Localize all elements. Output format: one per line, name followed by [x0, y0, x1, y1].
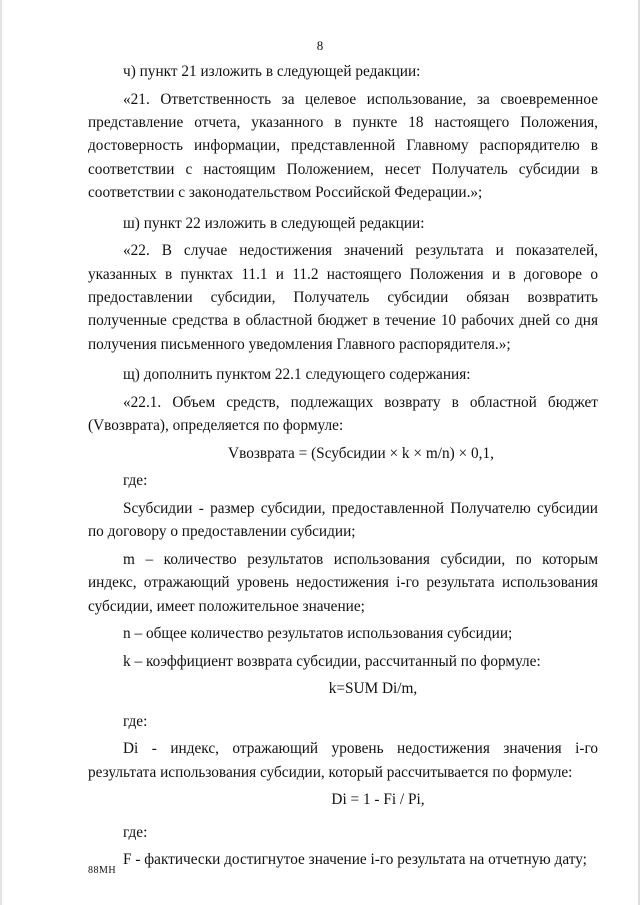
amendment-item-ch: ч) пункт 21 изложить в следующей редакции: — [123, 63, 421, 80]
where-label: где: — [123, 472, 148, 490]
definition-di: Di - индекс, отражающий уровень недостижения значения i-го результата использования субсидии, который рассчитывается по формуле: — [88, 740, 598, 781]
scan-edge-left — [0, 0, 2, 905]
amendment-item-shch: щ) дополнить пунктом 22.1 следующего содержания: — [123, 366, 471, 384]
definition-n: n – общее количество результатов использования субсидии; — [123, 625, 513, 643]
page-number: 8 — [316, 38, 324, 53]
formula-k: k=SUM Di/m, — [328, 680, 418, 698]
definition-s-subsidy: Sсубсидии - размер субсидии, предоставленной Получателю субсидии по договору о предоставлении субсидии; — [88, 499, 598, 541]
document-body — [88, 60, 598, 876]
formula-refund-volume: Vвозврата = (Sсубсидии × k × m/n) × 0,1, — [228, 444, 494, 462]
footer-document-code: 88МН — [88, 865, 117, 876]
clause-21-text: «21. Ответственность за целевое использование, за своевременное представление отчета, указанного в пункте 18 настоящего Положения, достоверность информации, представленной Главному распорядителю в соответствии с настоящим Положением, несет Получатель субсидии в соответствии с законодательством Российской Федерации.»; — [88, 90, 598, 202]
clause-22-1-text: «22.1. Объем средств, подлежащих возврату в областной бюджет (Vвозврата), определяется по формуле: — [88, 393, 598, 435]
definition-k: k – коэффициент возврата субсидии, рассчитанный по формуле: — [123, 652, 541, 670]
where-label: где: — [123, 712, 148, 730]
definition-m: m – количество результатов использования субсидии, по которым индекс, отражающий уровень недостижения i-го результата использования субсидии, имеет положительное значение; — [88, 550, 598, 615]
definition-f: F - фактически достигнутое значение i-го результата на отчетную дату; — [123, 851, 587, 869]
clause-22-text: «22. В случае недостижения значений результата и показателей, указанных в пунктах 11.1 и 11.2 настоящего Положения и в договоре о предоставлении субсидии, Получатель субсидии обязан возвратить полученные средства в областной бюджет в течение 10 рабочих дней со дня получения письменного уведомления Главного распорядителя.»; — [88, 242, 598, 353]
amendment-item-sh: ш) пункт 22 изложить в следующей редакции: — [123, 214, 425, 232]
where-label: где: — [123, 823, 148, 841]
formula-di: Di = 1 - Fi / Pi, — [331, 791, 425, 809]
